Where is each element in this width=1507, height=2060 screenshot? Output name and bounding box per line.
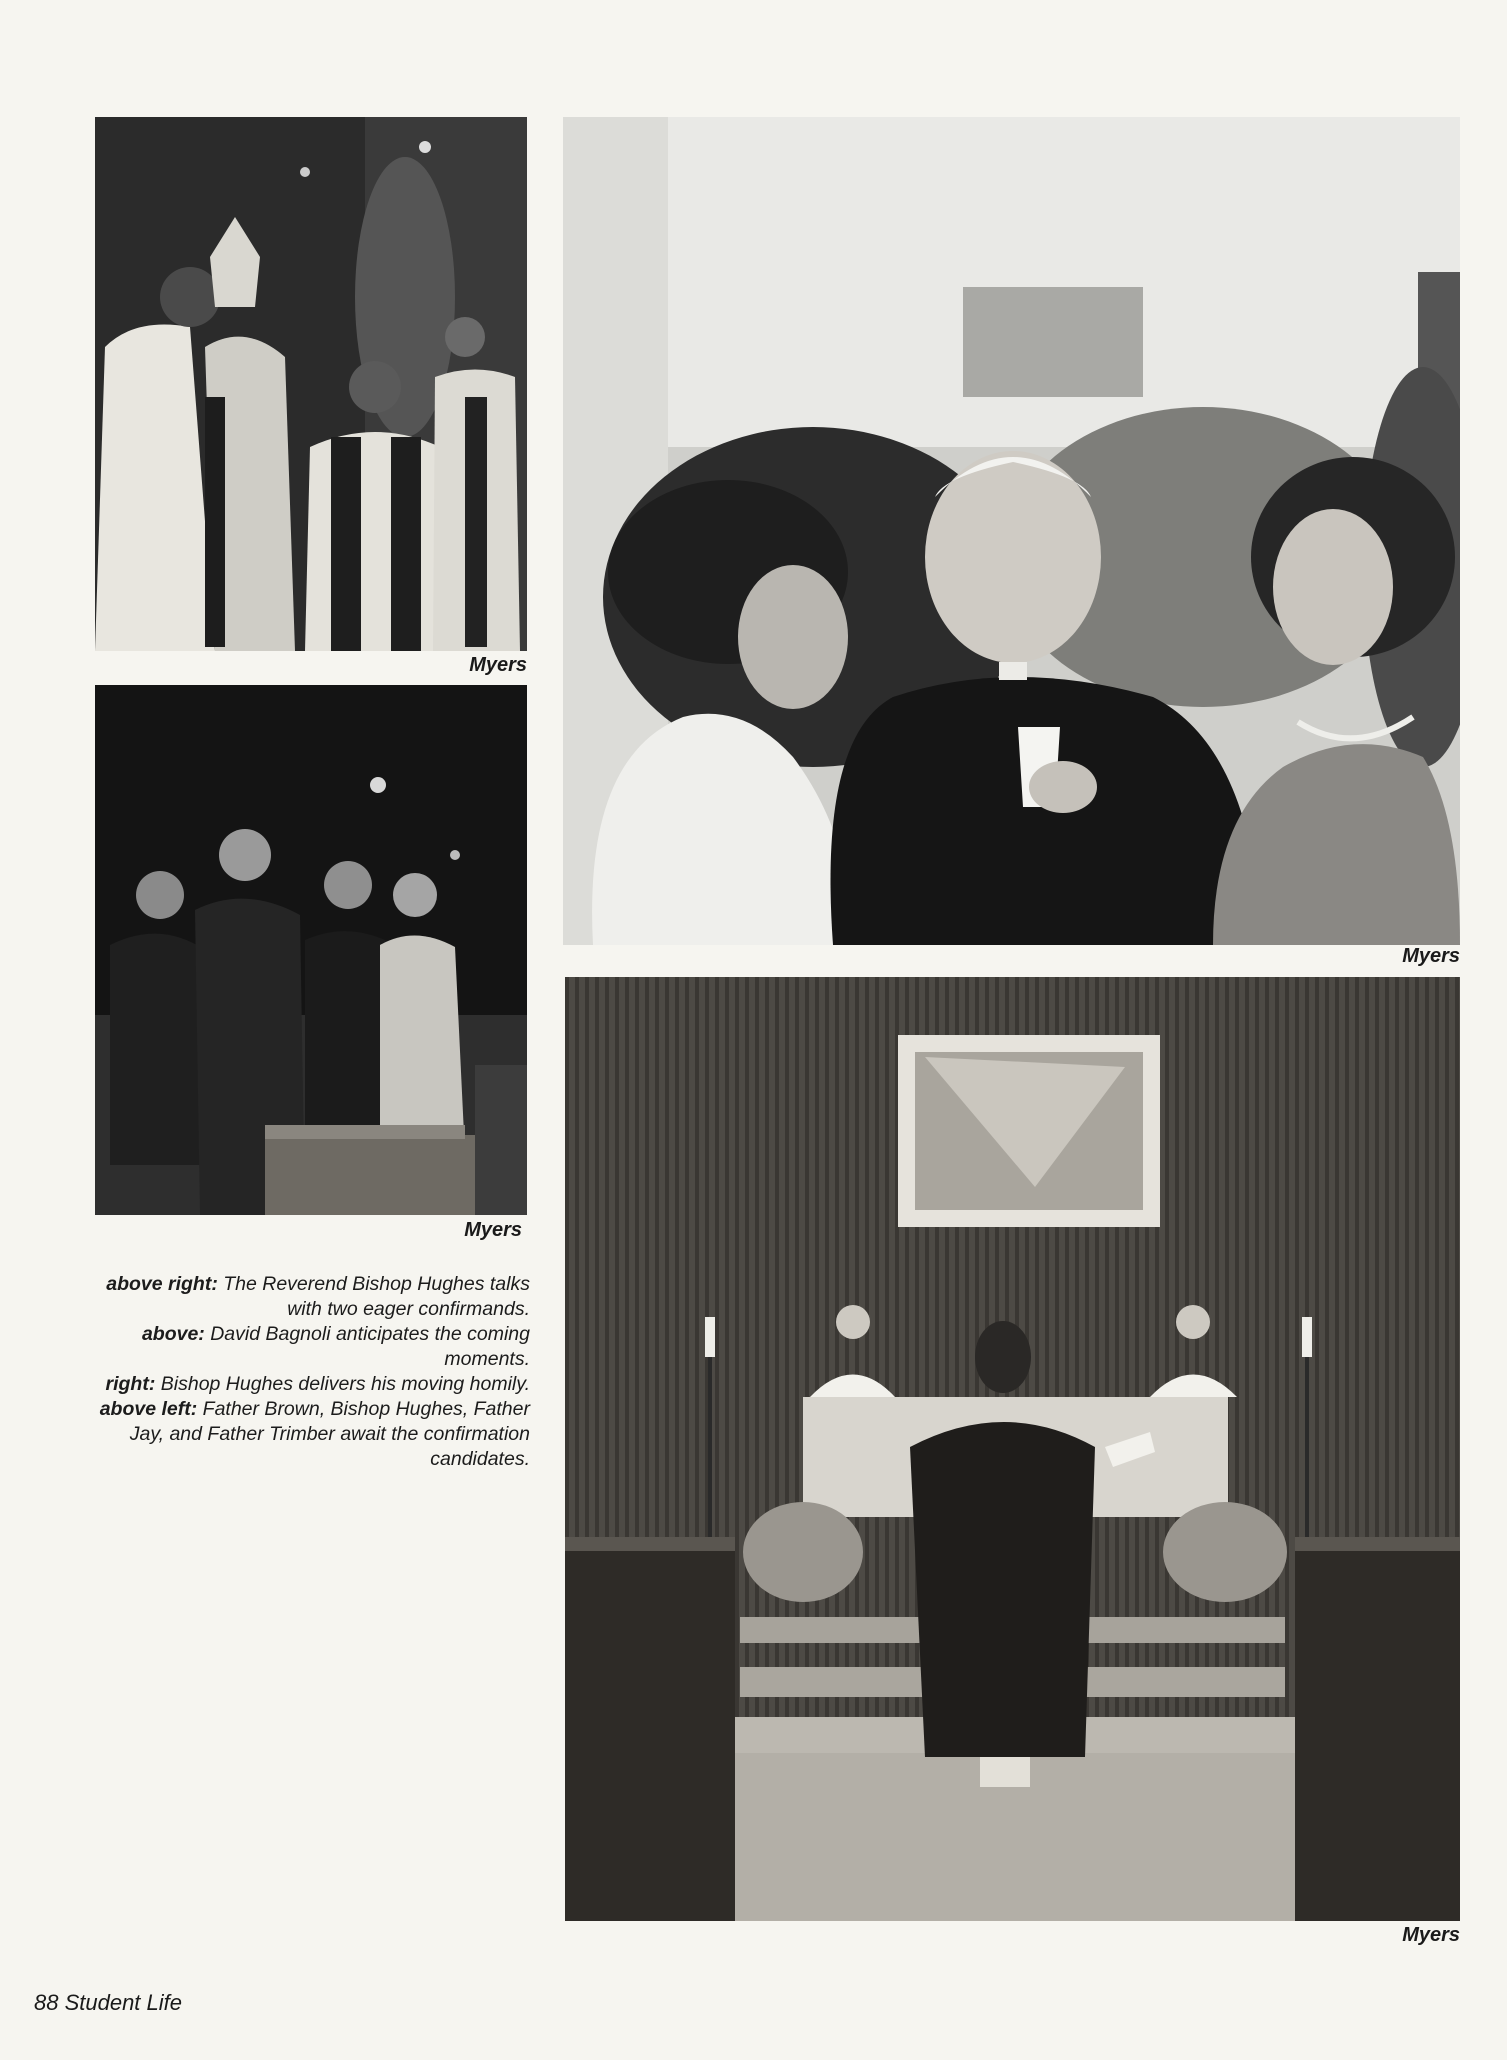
photo-clergy-image: [95, 117, 527, 651]
caption-lead: above right:: [106, 1273, 218, 1295]
caption-text: Bishop Hughes delivers his moving homily.: [160, 1373, 530, 1395]
photo-bishop-conversation: [563, 117, 1460, 945]
caption-lead: above:: [141, 1323, 205, 1345]
page-folio: 88 Student Life: [34, 1990, 183, 2015]
caption-text: Father Brown, Bishop Hughes, Father Jay, and Father Trimber await the confirmation candidates.: [129, 1398, 530, 1470]
photo-credit: Myers: [1402, 945, 1460, 967]
photo-confirmands: [95, 685, 527, 1215]
photo-clergy: [95, 117, 527, 651]
caption-lead: right:: [105, 1373, 156, 1395]
caption-entry: [90, 1372, 530, 1397]
photo-caption: [90, 1272, 530, 1472]
caption-entry: [90, 1272, 530, 1322]
photo-credit: Myers: [469, 654, 527, 676]
photo-homily-image: [565, 977, 1460, 1921]
photo-credit: Myers: [464, 1219, 522, 1241]
photo-confirmands-image: [95, 685, 527, 1215]
caption-text: David Bagnoli anticipates the coming moments.: [210, 1323, 530, 1370]
photo-bishop-conversation-image: [563, 117, 1460, 945]
caption-lead: above left:: [99, 1398, 198, 1420]
caption-entry: [90, 1397, 530, 1472]
photo-credit: Myers: [1402, 1924, 1460, 1946]
caption-entry: [90, 1322, 530, 1372]
caption-text: The Reverend Bishop Hughes talks with two eager confirmands.: [223, 1273, 530, 1320]
photo-homily: [565, 977, 1460, 1921]
